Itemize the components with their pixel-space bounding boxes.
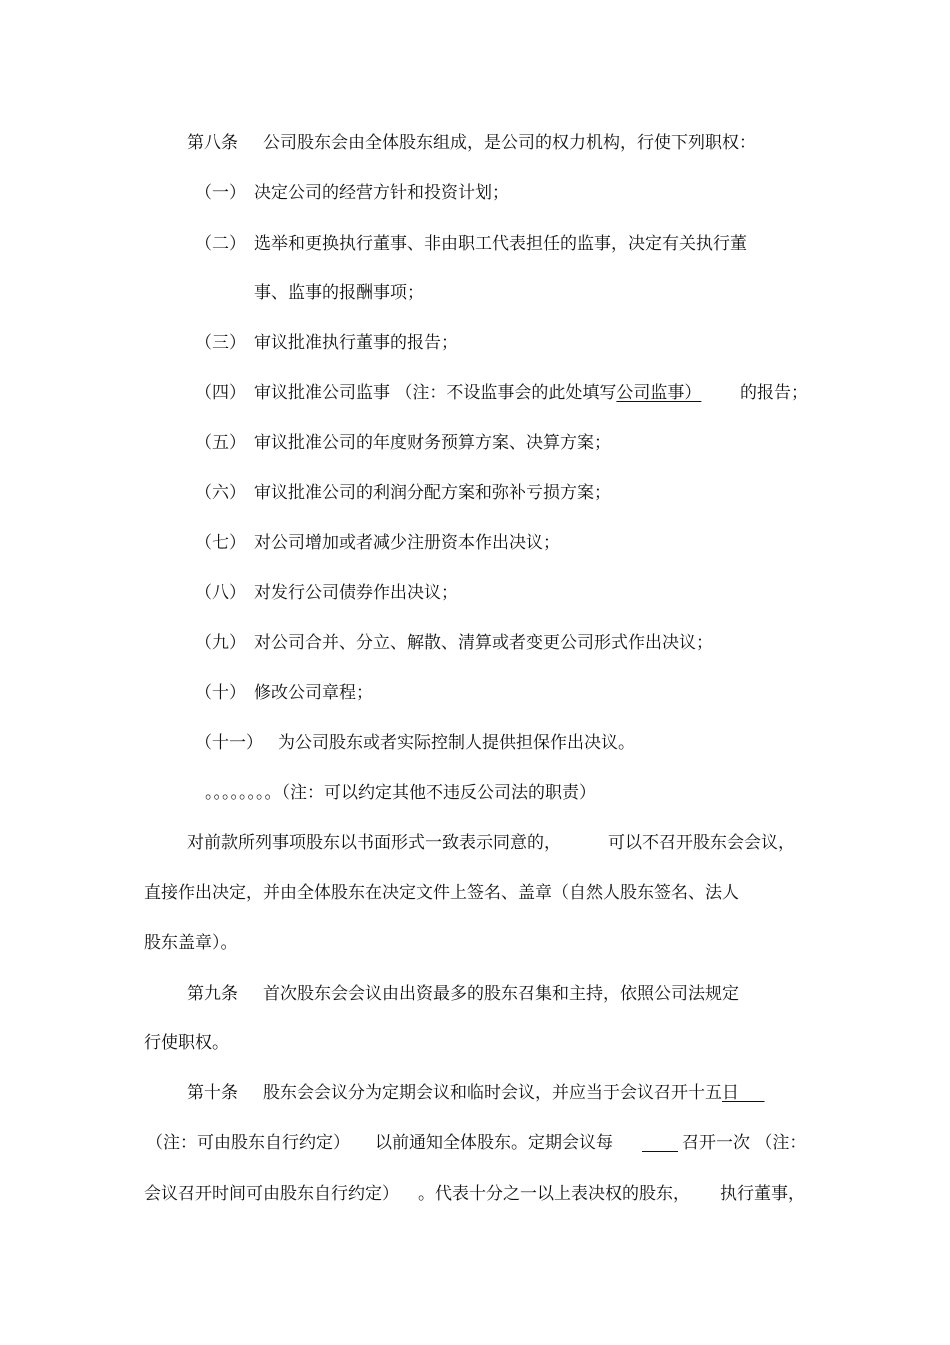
paragraph-text: 。代表十分之一以上表决权的股东， [418, 1184, 690, 1204]
fill-in-blank: 公司监事） [616, 383, 702, 403]
item-number: （三） [195, 333, 246, 353]
item-text: 审议批准执行董事的报告； [254, 333, 458, 353]
item-text: 审议批准公司的年度财务预算方案、决算方案； [254, 433, 611, 453]
item-number: （六） [195, 483, 246, 503]
item-number: （十一） [195, 733, 263, 753]
item-text-cont: 事、监事的报酬事项； [254, 283, 424, 303]
article9-label: 第九条 [187, 984, 238, 1004]
item-text: 对公司合并、分立、解散、清算或者变更公司形式作出决议； [254, 633, 713, 653]
item-number: （七） [195, 533, 246, 553]
item-number: （十） [195, 683, 246, 703]
item-text [254, 381, 701, 405]
note-text: 。。。。。。。。（注：可以约定其他不违反公司法的职责） [205, 783, 596, 803]
paragraph-text: 会议召开时间可由股东自行约定） [144, 1184, 399, 1204]
paragraph-text: 可以不召开股东会会议， [608, 833, 795, 853]
item-text-tail: 的报告； [740, 383, 808, 403]
item-text: 对发行公司债券作出决议； [254, 583, 458, 603]
item-number: （九） [195, 633, 246, 653]
item-text: 决定公司的经营方针和投资计划； [254, 183, 509, 203]
article10-text-part: 股东会会议分为定期会议和临时会议，并应当于会议召开十五 [263, 1083, 722, 1103]
fill-in-blank [722, 1083, 765, 1103]
paragraph-text: 直接作出决定，并由全体股东在决定文件上签名、盖章（自然人股东签名、法人 [144, 883, 739, 903]
paragraph-text: 以前通知全体股东。定期会议每 [375, 1133, 613, 1153]
paragraph-text: （注：可由股东自行约定） [146, 1133, 350, 1153]
item-text: 修改公司章程； [254, 683, 373, 703]
paragraph-text: 行使职权。 [144, 1033, 229, 1053]
item-number: （二） [195, 234, 246, 254]
paragraph-text: 执行董事， [720, 1184, 805, 1204]
article10-text [263, 1081, 765, 1105]
article8-intro: 公司股东会由全体股东组成，是公司的权力机构，行使下列职权： [263, 133, 756, 153]
fill-in-blank [642, 1133, 678, 1152]
item-number: （八） [195, 583, 246, 603]
article10-label: 第十条 [187, 1083, 238, 1103]
item-text-part: 审议批准公司监事 （注：不设监事会的此处填写 [254, 383, 617, 403]
item-text: 选举和更换执行董事、非由职工代表担任的监事，决定有关执行董 [254, 234, 747, 254]
item-text: 审议批准公司的利润分配方案和弥补亏损方案； [254, 483, 611, 503]
paragraph-text: 股东盖章）。 [144, 933, 238, 953]
article9-text: 首次股东会会议由出资最多的股东召集和主持，依照公司法规定 [263, 984, 739, 1004]
article8-label: 第八条 [187, 133, 238, 153]
item-text: 为公司股东或者实际控制人提供担保作出决议。 [278, 733, 635, 753]
item-number: （五） [195, 433, 246, 453]
paragraph-text: 对前款所列事项股东以书面形式一致表示同意的， [187, 833, 561, 853]
item-text: 对公司增加或者减少注册资本作出决议； [254, 533, 560, 553]
fill-in-value: 日 [722, 1083, 739, 1103]
item-number: （四） [195, 383, 246, 403]
item-number: （一） [195, 183, 246, 203]
paragraph-text: 召开一次 （注： [682, 1133, 807, 1153]
